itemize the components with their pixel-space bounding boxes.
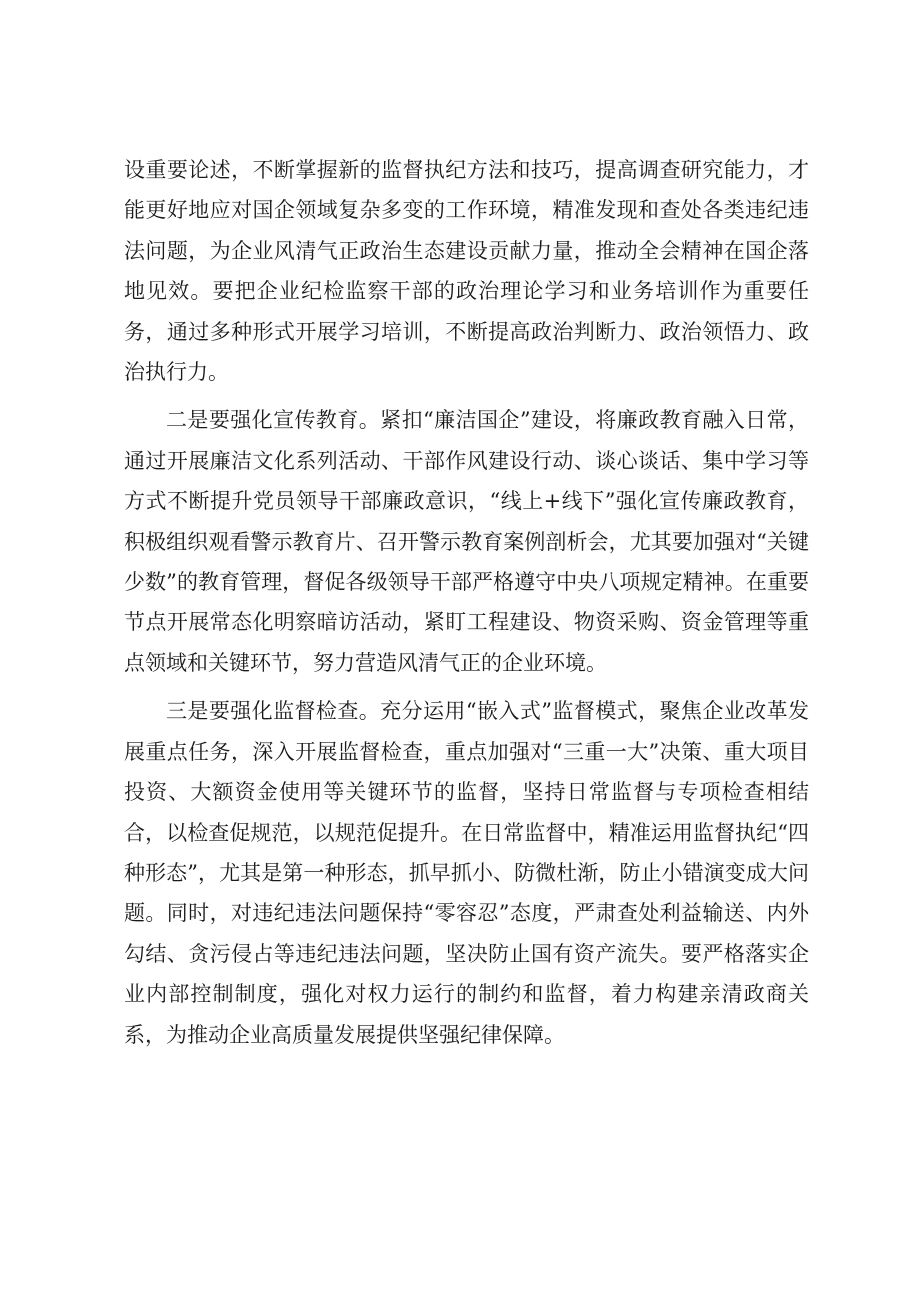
document-body xyxy=(124,150,809,1055)
paragraph-gap xyxy=(124,683,809,691)
paragraph-gap xyxy=(124,392,809,400)
paragraph-supervision-inspection: 三是要强化监督检查。充分运用“嵌入式”监督模式，聚焦企业改革发展重点任务，深入开展监督检查，重点加强对“三重一大”决策、重大项目投资、大额资金使用等关键环节的监督，坚持日常监督与专项检查相结合，以检查促规范，以规范促提升。在日常监督中，精准运用监督执纪“四种形态”，尤其是第一种形态，抓早抓小、防微杜渐，防止小错演变成大问题。同时，对违纪违法问题保持“零容忍”态度，严肃查处利益输送、内外勾结、贪污侵占等违纪违法问题，坚决防止国有资产流失。要严格落实企业内部控制制度，强化对权力运行的制约和监督，着力构建亲清政商关系，为推动企业高质量发展提供坚强纪律保障。 xyxy=(124,699,809,1047)
paragraph-continuation: 设重要论述，不断掌握新的监督执纪方法和技巧，提高调查研究能力，才能更好地应对国企领域复杂多变的工作环境，精准发现和查处各类违纪违法问题，为企业风清气正政治生态建设贡献力量，推动全会精神在国企落地见效。要把企业纪检监察干部的政治理论学习和业务培训作为重要任务，通过多种形式开展学习培训，不断提高政治判断力、政治领悟力、政治执行力。 xyxy=(124,158,809,385)
paragraph-publicity-education: 二是要强化宣传教育。紧扣“廉洁国企”建设，将廉政教育融入日常，通过开展廉洁文化系列活动、干部作风建设行动、谈心谈话、集中学习等方式不断提升党员领导干部廉政意识，“线上+线下”强化宣传廉政教育，积极组织观看警示教育片、召开警示教育案例剖析会，尤其要加强对“关键少数”的教育管理，督促各级领导干部严格遵守中央八项规定精神。在重要节点开展常态化明察暗访活动，紧盯工程建设、物资采购、资金管理等重点领域和关键环节，努力营造风清气正的企业环境。 xyxy=(124,408,809,675)
